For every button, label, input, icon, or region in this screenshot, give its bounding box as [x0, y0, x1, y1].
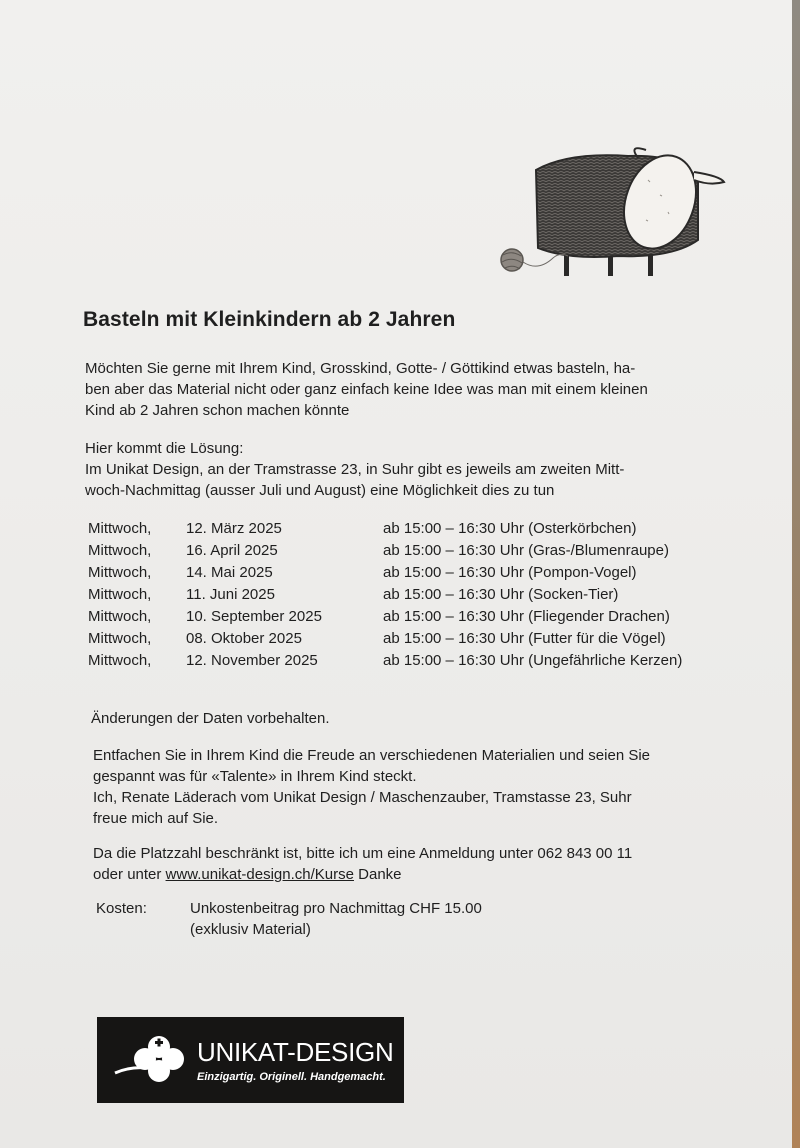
intro-line: Möchten Sie gerne mit Ihrem Kind, Grosskind, Gotte- / Göttikind etwas basteln, ha- [85, 360, 636, 377]
schedule-day: Mittwoch, [88, 608, 152, 625]
schedule-date: 12. März 2025 [186, 520, 282, 537]
solution-line: Im Unikat Design, an der Tramstrasse 23, in Suhr gibt es jeweils am zweiten Mitt- [85, 461, 625, 478]
schedule-day: Mittwoch, [88, 564, 152, 581]
schedule-day: Mittwoch, [88, 630, 152, 647]
registration-prefix: oder unter [93, 866, 166, 883]
costs-line: Unkostenbeitrag pro Nachmittag CHF 15.00 [190, 900, 482, 917]
solution-line: Hier kommt die Lösung: [85, 440, 244, 457]
schedule-time: ab 15:00 – 16:30 Uhr (Pompon-Vogel) [383, 564, 637, 581]
clover-icon [111, 1029, 191, 1089]
solution-paragraph [85, 438, 745, 501]
schedule-day: Mittwoch, [88, 542, 152, 559]
motivation-line: Entfachen Sie in Ihrem Kind die Freude an verschiedenen Materialien und seien Sie [93, 747, 651, 764]
registration-paragraph [93, 843, 753, 885]
schedule-date: 10. September 2025 [186, 608, 322, 625]
schedule-date: 11. Juni 2025 [186, 586, 275, 603]
intro-paragraph [85, 358, 745, 421]
motivation-paragraph [93, 745, 753, 829]
logo-tagline: Einzigartig. Originell. Handgemacht. [197, 1071, 386, 1083]
schedule-list [88, 518, 788, 672]
schedule-date: 08. Oktober 2025 [186, 630, 302, 647]
costs-line: (exklusiv Material) [190, 921, 311, 938]
schedule-row [88, 584, 788, 606]
schedule-day: Mittwoch, [88, 652, 152, 669]
schedule-date: 16. April 2025 [186, 542, 278, 559]
course-link[interactable]: www.unikat-design.ch/Kurse [165, 866, 354, 883]
solution-line: woch-Nachmittag (ausser Juli und August) eine Möglichkeit dies zu tun [85, 482, 555, 499]
schedule-time: ab 15:00 – 16:30 Uhr (Ungefährliche Kerzen) [383, 652, 683, 669]
table-edge [792, 0, 800, 1148]
motivation-line: Ich, Renate Läderach vom Unikat Design / Maschenzauber, Tramstasse 23, Suhr [93, 789, 632, 806]
knitted-sheep-icon [498, 140, 728, 280]
costs-label: Kosten: [96, 900, 147, 917]
schedule-row [88, 650, 788, 672]
intro-line: ben aber das Material nicht oder ganz einfach keine Idee was man mit einem kleinen [85, 381, 648, 398]
schedule-time: ab 15:00 – 16:30 Uhr (Gras-/Blumenraupe) [383, 542, 669, 559]
schedule-time: ab 15:00 – 16:30 Uhr (Socken-Tier) [383, 586, 619, 603]
schedule-time: ab 15:00 – 16:30 Uhr (Futter für die Vögel) [383, 630, 666, 647]
motivation-line: freue mich auf Sie. [93, 810, 219, 827]
schedule-time: ab 15:00 – 16:30 Uhr (Fliegender Drachen) [383, 608, 670, 625]
registration-suffix: Danke [353, 866, 402, 883]
schedule-row [88, 606, 788, 628]
registration-line-2 [93, 864, 753, 885]
motivation-line: gespannt was für «Talente» in Ihrem Kind steckt. [93, 768, 417, 785]
schedule-row [88, 540, 788, 562]
costs-value [190, 898, 482, 940]
schedule-date: 14. Mai 2025 [186, 564, 273, 581]
logo-name: UNIKAT-DESIGN [197, 1037, 394, 1067]
page-title: Basteln mit Kleinkindern ab 2 Jahren [83, 308, 456, 331]
schedule-row [88, 628, 788, 650]
intro-line: Kind ab 2 Jahren schon machen könnte [85, 402, 350, 419]
schedule-day: Mittwoch, [88, 586, 152, 603]
schedule-day: Mittwoch, [88, 520, 152, 537]
schedule-time: ab 15:00 – 16:30 Uhr (Osterkörbchen) [383, 520, 637, 537]
registration-line: Da die Platzzahl beschränkt ist, bitte ich um eine Anmeldung unter 062 843 00 11 [93, 845, 633, 862]
schedule-row [88, 562, 788, 584]
schedule-date: 12. November 2025 [186, 652, 318, 669]
unikat-design-logo [97, 1017, 404, 1103]
change-note: Änderungen der Daten vorbehalten. [91, 710, 330, 727]
schedule-row [88, 518, 788, 540]
